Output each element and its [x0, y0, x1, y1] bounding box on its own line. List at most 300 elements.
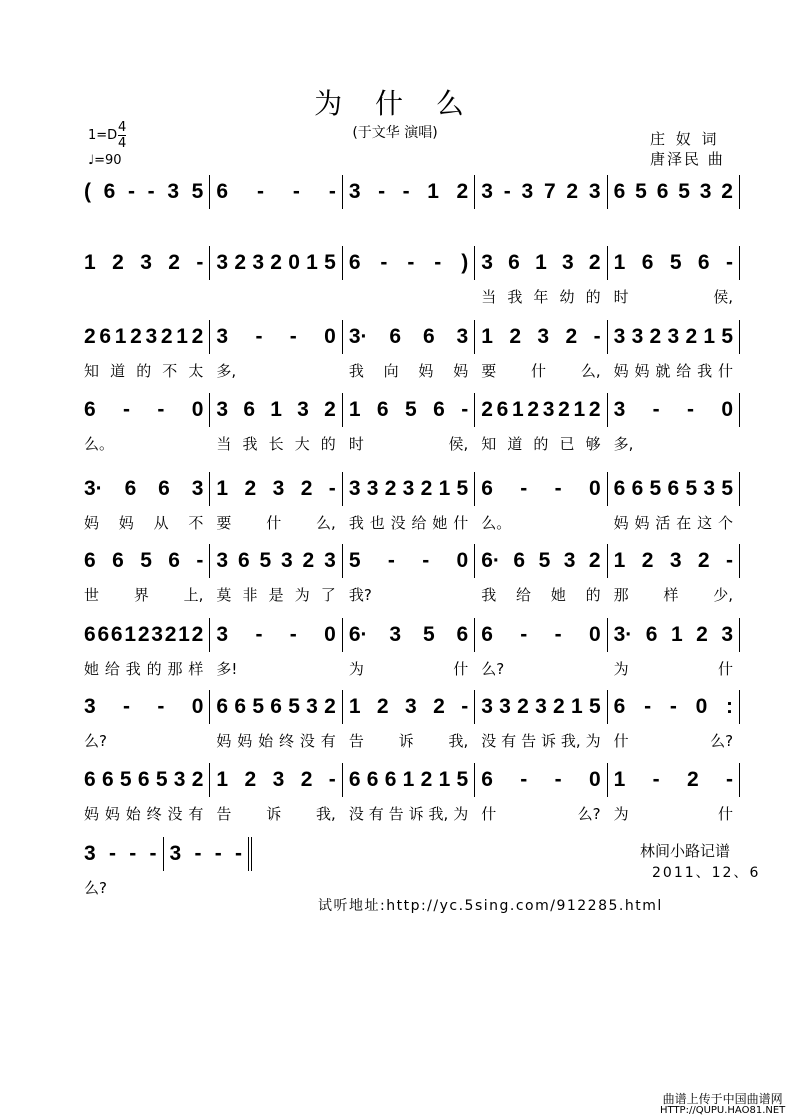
note: 6	[697, 251, 710, 274]
measure	[82, 246, 210, 280]
note: 2	[509, 325, 521, 348]
note: -	[644, 695, 652, 718]
note: 3	[588, 180, 601, 203]
note: 3	[252, 251, 264, 274]
lyric-char: 妈	[634, 514, 650, 532]
note: 5	[324, 251, 336, 274]
lyric-char: 我	[348, 514, 364, 532]
measure-notes	[349, 320, 468, 354]
note: 6	[237, 549, 250, 572]
measure-lyrics	[614, 286, 733, 306]
lyric-char: 为	[613, 805, 629, 823]
note: 1	[306, 251, 318, 274]
note: 3	[216, 623, 229, 646]
measure-notes	[84, 175, 203, 209]
note: 2	[527, 398, 540, 421]
watermark	[660, 1094, 785, 1116]
lyric-char: 什	[531, 362, 547, 380]
note: 6	[216, 695, 229, 718]
lyric-char: 时	[348, 435, 364, 453]
note: 3	[272, 477, 285, 500]
note: 7	[543, 180, 556, 203]
measure-lyrics	[481, 512, 600, 532]
note: -	[108, 842, 116, 865]
note: 6	[243, 398, 256, 421]
note: -	[407, 251, 415, 274]
lyric-char: 始	[125, 805, 141, 823]
note: -	[328, 180, 336, 203]
note: 3	[537, 325, 550, 348]
note: 3	[324, 549, 336, 572]
note: 1	[535, 251, 547, 274]
measure-notes	[614, 175, 733, 209]
lyric-char: 已	[559, 435, 575, 453]
measure-lyrics	[216, 658, 335, 678]
lyric-char: 她	[432, 514, 448, 532]
lyric-char: 为	[585, 732, 601, 750]
note: 6	[103, 180, 116, 203]
note: 3	[281, 549, 293, 572]
note: -	[652, 768, 660, 791]
measure-lyrics	[349, 730, 468, 750]
note: 6	[348, 251, 361, 274]
note: 6	[84, 623, 96, 646]
note: 1	[114, 325, 127, 348]
note: 2	[553, 695, 565, 718]
note: 6	[641, 251, 654, 274]
lyric-char: 时	[613, 288, 629, 306]
note: 6	[631, 477, 644, 500]
note: 6	[110, 623, 123, 646]
lyric-char: 妈	[453, 362, 469, 380]
lyric-char: 没	[299, 732, 315, 750]
lyric-char: 在	[676, 514, 692, 532]
note: 6	[481, 623, 493, 646]
lyric-char: 要	[216, 514, 232, 532]
note: 6	[84, 768, 96, 791]
measure-lyrics	[614, 658, 733, 678]
lyric-char: 我	[348, 362, 364, 380]
measure	[608, 246, 740, 306]
lyric-char: 什	[453, 660, 469, 678]
measure-notes	[481, 544, 600, 578]
measure-lyrics	[349, 803, 468, 823]
measure	[210, 320, 342, 380]
time-sig-top: 4	[118, 120, 127, 135]
note: 6	[168, 549, 180, 572]
lyric-char: 了	[320, 586, 336, 604]
staff-system	[82, 690, 740, 760]
note: 0	[191, 695, 204, 718]
note: -	[157, 398, 165, 421]
note: 3	[561, 251, 574, 274]
note: 6	[124, 477, 137, 500]
lyric-char: 告	[521, 732, 537, 750]
note: 6	[84, 398, 96, 421]
note: 6	[481, 477, 493, 500]
lyric-char: 我,	[316, 805, 336, 823]
lyric-char: 幼	[559, 288, 575, 306]
note: 3	[613, 398, 626, 421]
note: 3·	[84, 477, 103, 500]
note: 3	[306, 695, 318, 718]
note: -	[402, 180, 410, 203]
note: 3	[216, 251, 229, 274]
note: 2	[687, 768, 699, 791]
measure	[210, 544, 342, 604]
note: -	[214, 842, 222, 865]
lyric-char: 始	[258, 732, 274, 750]
note: 3	[535, 695, 547, 718]
lyric-char: 样	[663, 586, 679, 604]
measure	[475, 472, 607, 532]
note: 0	[721, 398, 734, 421]
lyric-char: 么?	[481, 660, 505, 678]
note: 0	[588, 623, 601, 646]
note: 6	[481, 768, 493, 791]
note: 6	[613, 180, 626, 203]
measure-notes	[349, 472, 468, 506]
measure	[210, 763, 342, 823]
measure	[475, 393, 607, 453]
note: 6	[384, 768, 397, 791]
note: 0	[588, 477, 601, 500]
measure	[475, 618, 607, 678]
lyric-char: 莫	[216, 586, 232, 604]
note: -	[554, 623, 562, 646]
lyric-char: 样	[188, 660, 204, 678]
note: 3	[669, 549, 682, 572]
note: 2	[456, 180, 469, 203]
time-signature	[118, 120, 126, 151]
lyric-char: 我,	[428, 805, 449, 823]
lyric-char: 侯,	[713, 288, 734, 306]
lyric-char: 么,	[580, 362, 601, 380]
measure	[608, 393, 740, 453]
note: 2	[588, 251, 601, 274]
note: 5	[119, 768, 132, 791]
note: 3	[167, 180, 179, 203]
measure-notes	[481, 690, 600, 724]
listen-link[interactable]: 试听地址:http://yc.5sing.com/912285.html	[318, 898, 663, 914]
measure-notes	[84, 246, 203, 280]
note: 2	[191, 325, 204, 348]
note: 1	[427, 180, 439, 203]
note: 2	[697, 549, 710, 572]
lyric-char: 那	[613, 586, 629, 604]
note: 5	[538, 549, 551, 572]
lyric-char: 为	[613, 660, 629, 678]
note: 3	[613, 325, 626, 348]
lyric-char: 的	[136, 362, 152, 380]
measure-lyrics	[216, 584, 335, 604]
lyric-char: 少,	[713, 586, 734, 604]
note: -	[157, 695, 165, 718]
note: 3	[481, 695, 493, 718]
note: 6	[348, 768, 361, 791]
measure	[608, 320, 740, 380]
measure-notes	[614, 763, 733, 797]
staff-system	[82, 246, 740, 316]
lyric-char: 为	[453, 805, 469, 823]
lyric-char: 那	[167, 660, 183, 678]
measure-lyrics	[216, 803, 335, 823]
note: 2	[565, 325, 578, 348]
lyric-char: 没	[348, 805, 364, 823]
lyricist: 庄 奴 词	[650, 130, 720, 148]
lyric-char: 的	[320, 435, 336, 453]
lyric-char: 么?	[84, 732, 107, 750]
measure-lyrics	[84, 877, 157, 897]
measure-lyrics	[216, 360, 335, 380]
measure-lyrics	[614, 584, 733, 604]
note: 6	[389, 325, 402, 348]
measure-notes	[84, 393, 203, 427]
lyric-char: 这	[697, 514, 713, 532]
lyric-char: 么?	[577, 805, 601, 823]
note: 3	[84, 842, 96, 865]
measure	[608, 472, 740, 532]
staff-system	[82, 320, 740, 390]
note: 2	[384, 477, 397, 500]
note: 5	[155, 768, 168, 791]
measure	[82, 763, 210, 823]
note: 6	[101, 768, 114, 791]
measure-lyrics	[349, 584, 468, 604]
measure-lyrics	[481, 730, 600, 750]
lyric-char: 我	[125, 660, 141, 678]
note: 6	[513, 549, 526, 572]
note: -	[255, 325, 263, 348]
lyric-char: 侯,	[448, 435, 469, 453]
tempo-mark: ♩=90	[88, 153, 122, 168]
note: -	[123, 695, 131, 718]
lyric-char: 妈	[104, 805, 120, 823]
measure	[210, 690, 342, 750]
note: 3	[272, 768, 285, 791]
measure	[343, 763, 475, 823]
lyric-char: 知	[84, 362, 100, 380]
note: 2	[566, 180, 579, 203]
measure-lyrics	[481, 433, 600, 453]
note: 3	[481, 180, 493, 203]
note: -	[196, 549, 204, 572]
note: 1	[438, 768, 451, 791]
note: 3	[481, 251, 493, 274]
note: 3	[366, 477, 379, 500]
measure-lyrics	[84, 658, 203, 678]
note: 2	[300, 768, 313, 791]
note: 1	[570, 695, 583, 718]
staff-system	[82, 393, 740, 463]
note: -	[687, 398, 694, 421]
note: 2	[324, 398, 336, 421]
note: -	[123, 398, 131, 421]
note: 3	[456, 325, 469, 348]
measure-notes	[216, 618, 335, 652]
measure-notes	[614, 246, 733, 280]
measure	[608, 763, 740, 823]
lyric-char: 向	[383, 362, 399, 380]
note: 5	[588, 695, 601, 718]
note: -	[434, 251, 442, 274]
note: 3	[699, 180, 712, 203]
note: 3	[84, 695, 96, 718]
measure-notes	[481, 246, 600, 280]
note: 1	[348, 695, 361, 718]
note: 3	[216, 549, 229, 572]
lyric-char: 妈	[613, 514, 629, 532]
note: -	[422, 549, 430, 572]
song-title: 为 什 么	[314, 87, 476, 120]
key-signature: 1=D	[88, 128, 118, 143]
note: 1	[511, 398, 524, 421]
measure-notes	[216, 763, 335, 797]
note: 0	[324, 623, 336, 646]
lyric-char: 年	[533, 288, 549, 306]
note: 6	[496, 398, 509, 421]
note: 6·	[348, 623, 368, 646]
note: -	[147, 180, 155, 203]
note: 0	[288, 251, 300, 274]
note: 2	[112, 251, 124, 274]
measure	[82, 690, 210, 750]
measure-notes	[481, 472, 600, 506]
lyric-char: 为	[348, 660, 364, 678]
note: 2	[558, 398, 570, 421]
lyric-char: 给	[411, 514, 427, 532]
note: -	[669, 695, 677, 718]
lyric-char: 什	[613, 732, 629, 750]
measure-lyrics	[614, 433, 733, 453]
lyric-char: 个	[718, 514, 734, 532]
lyric-char: 没	[481, 732, 497, 750]
note: 5	[635, 180, 647, 203]
note: 5	[649, 477, 662, 500]
note: 3	[151, 623, 163, 646]
note: 6	[137, 768, 150, 791]
measure-lyrics	[481, 584, 600, 604]
note: 1	[270, 398, 282, 421]
lyric-char: 给	[104, 660, 120, 678]
note: 3	[703, 477, 716, 500]
staff-system	[82, 837, 252, 907]
staff-system	[82, 544, 740, 614]
note: 1	[670, 623, 683, 646]
measure-notes	[84, 763, 203, 797]
lyric-char: 没	[167, 805, 183, 823]
measure	[82, 472, 210, 532]
note: -	[726, 549, 733, 572]
measure	[82, 175, 210, 209]
note: 6	[613, 695, 626, 718]
note: 2	[244, 477, 257, 500]
note: 6	[376, 398, 389, 421]
lyric-char: 界	[133, 586, 149, 604]
note: 3	[402, 477, 415, 500]
measure	[608, 544, 740, 604]
lyric-char: 道	[507, 435, 523, 453]
measure	[82, 320, 210, 380]
measure-notes	[349, 763, 468, 797]
measure-lyrics	[84, 360, 203, 380]
note: 1	[176, 325, 188, 348]
note: 3	[521, 180, 534, 203]
note: -	[461, 398, 469, 421]
measure	[82, 618, 210, 678]
measure	[343, 320, 475, 380]
note: 6	[613, 477, 626, 500]
lyric-char: 我	[242, 435, 258, 453]
measure-lyrics	[614, 730, 733, 750]
note: 3	[140, 251, 152, 274]
note: 0	[456, 549, 469, 572]
measure	[343, 472, 475, 532]
note: 1	[613, 768, 626, 791]
note: 1	[703, 325, 716, 348]
measure	[343, 393, 475, 453]
note: 2	[420, 477, 433, 500]
lyric-char: 道	[110, 362, 126, 380]
lyric-char: 有	[188, 805, 204, 823]
note: 2	[376, 695, 389, 718]
note: 5	[669, 251, 682, 274]
note: 6	[456, 623, 469, 646]
measure-lyrics	[614, 360, 733, 380]
note: 1	[402, 768, 415, 791]
note: -	[234, 842, 242, 865]
measure-notes	[349, 544, 468, 578]
note: 0	[695, 695, 708, 718]
note: 2	[160, 325, 173, 348]
lyric-char: 上,	[183, 586, 204, 604]
note: 5	[405, 398, 417, 421]
measure-notes	[614, 690, 733, 724]
lyric-char: 不	[162, 362, 178, 380]
note: 6	[645, 623, 658, 646]
note: )	[461, 251, 469, 274]
lyric-char: 她	[84, 660, 100, 678]
measure-lyrics	[481, 286, 600, 306]
note: 6·	[481, 549, 500, 572]
note: 2	[191, 768, 204, 791]
lyric-char: 诉	[398, 732, 414, 750]
lyric-char: 么。	[481, 514, 512, 532]
measure-notes	[481, 320, 600, 354]
note: -	[520, 768, 528, 791]
lyric-char: 给	[516, 586, 532, 604]
note: 3	[173, 768, 186, 791]
lyric-char: 要	[481, 362, 497, 380]
measure-lyrics	[481, 658, 600, 678]
note: 2	[164, 623, 177, 646]
measure	[343, 618, 475, 678]
note: (	[84, 180, 91, 203]
lyric-char: 多,	[613, 435, 634, 453]
date: 2011、12、6	[652, 865, 761, 881]
measure-lyrics	[84, 584, 203, 604]
measure-lyrics	[481, 803, 600, 823]
note: 2	[234, 251, 247, 274]
note: 6	[234, 695, 247, 718]
lyric-char: 是	[268, 586, 284, 604]
measure-notes	[84, 320, 203, 354]
lyric-char: 我,	[448, 732, 469, 750]
note: 6	[158, 477, 170, 500]
lyric-char: 我?	[348, 586, 372, 604]
note: 6	[433, 398, 445, 421]
lyric-char: 长	[268, 435, 284, 453]
